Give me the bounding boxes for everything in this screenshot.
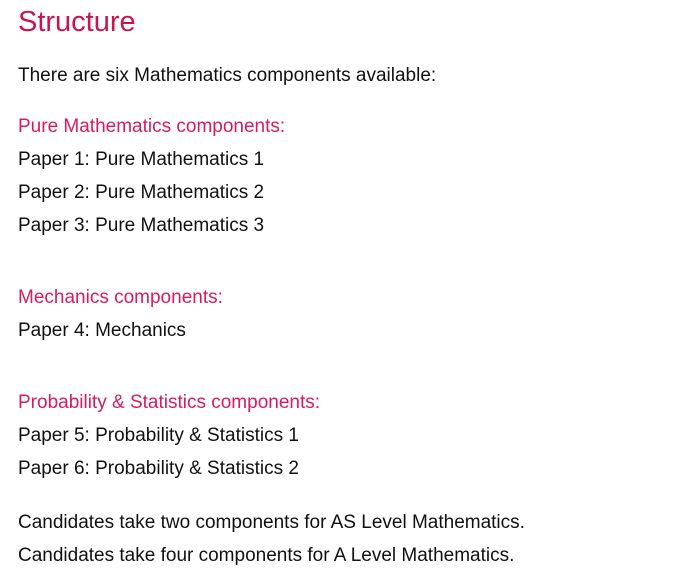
intro-text: There are six Mathematics components available: (18, 65, 437, 86)
list-item-paper-6: Paper 6: Probability & Statistics 2 (18, 458, 299, 479)
page-title: Structure (18, 6, 136, 38)
list-item-paper-4: Paper 4: Mechanics (18, 320, 186, 341)
list-item-paper-3: Paper 3: Pure Mathematics 3 (18, 215, 265, 236)
section-heading-pure: Pure Mathematics components: (18, 116, 286, 137)
section-heading-probability-statistics: Probability & Statistics components: (18, 392, 321, 413)
note-a-level: Candidates take four components for A Level Mathematics. (18, 545, 515, 566)
list-item-paper-5: Paper 5: Probability & Statistics 1 (18, 425, 299, 446)
document-page (18, 0, 694, 580)
section-heading-mechanics: Mechanics components: (18, 287, 223, 308)
note-as-level: Candidates take two components for AS Level Mathematics. (18, 512, 525, 533)
list-item-paper-1: Paper 1: Pure Mathematics 1 (18, 149, 265, 170)
list-item-paper-2: Paper 2: Pure Mathematics 2 (18, 182, 265, 203)
